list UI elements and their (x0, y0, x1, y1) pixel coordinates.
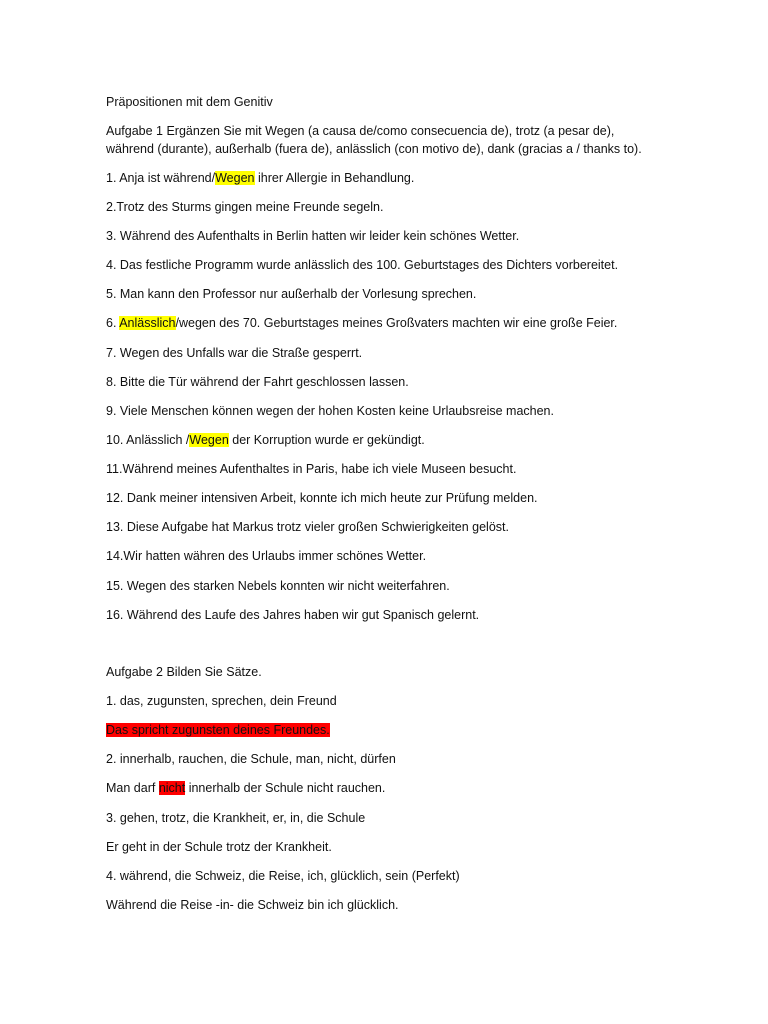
aufgabe1-instruction-line1: Aufgabe 1 Ergänzen Sie mit Wegen (a causa de/como consecuencia de), trotz (a pesar de), (106, 124, 615, 138)
aufgabe1-item-13: 13. Diese Aufgabe hat Markus trotz vieler großen Schwierigkeiten gelöst. (106, 520, 509, 534)
answer-text: Man darf (106, 781, 159, 795)
highlighted-word: Anlässlich (119, 316, 176, 330)
aufgabe1-item-8: 8. Bitte die Tür während der Fahrt geschlossen lassen. (106, 375, 409, 389)
highlighted-word: Wegen (189, 433, 229, 447)
item-text: der Korruption wurde er gekündigt. (228, 433, 425, 447)
aufgabe2-prompt-3: 3. gehen, trotz, die Krankheit, er, in, die Schule (106, 811, 366, 825)
aufgabe1-item-14: 14.Wir hatten währen des Urlaubs immer schönes Wetter. (106, 549, 427, 563)
aufgabe2-answer-3: Er geht in der Schule trotz der Krankheit. (106, 840, 332, 854)
aufgabe1-item-1 (106, 170, 414, 186)
aufgabe2-answer-2 (106, 780, 385, 796)
aufgabe1-item-11: 11.Während meines Aufenthaltes in Paris, habe ich viele Museen besucht. (106, 462, 517, 476)
aufgabe1-item-15: 15. Wegen des starken Nebels konnten wir nicht weiterfahren. (106, 579, 450, 593)
item-text: 1. Anja ist während/ (106, 171, 216, 185)
item-text: /wegen des 70. Geburtstages meines Großvaters machten wir eine große Feier. (175, 316, 618, 330)
item-text: ihrer Allergie in Behandlung. (254, 171, 415, 185)
aufgabe1-item-12: 12. Dank meiner intensiven Arbeit, konnte ich mich heute zur Prüfung melden. (106, 491, 538, 505)
aufgabe1-item-2: 2.Trotz des Sturms gingen meine Freunde segeln. (106, 200, 384, 214)
aufgabe1-item-5: 5. Man kann den Professor nur außerhalb der Vorlesung sprechen. (106, 287, 477, 301)
answer-text: innerhalb der Schule nicht rauchen. (185, 781, 386, 795)
document-title: Präpositionen mit dem Genitiv (106, 95, 273, 109)
aufgabe1-item-3: 3. Während des Aufenthalts in Berlin hatten wir leider kein schönes Wetter. (106, 229, 520, 243)
item-text: 6. (106, 316, 120, 330)
aufgabe1-item-9: 9. Viele Menschen können wegen der hohen Kosten keine Urlaubsreise machen. (106, 404, 554, 418)
item-text: 10. Anlässlich / (106, 433, 190, 447)
aufgabe1-item-4: 4. Das festliche Programm wurde anlässlich des 100. Geburtstages des Dichters vorbereitet. (106, 258, 619, 272)
aufgabe1-item-10 (106, 432, 425, 448)
highlighted-word: nicht (158, 781, 186, 795)
highlighted-answer: Das spricht zugunsten deines Freundes. (106, 723, 330, 737)
aufgabe2-prompt-4: 4. während, die Schweiz, die Reise, ich, glücklich, sein (Perfekt) (106, 869, 460, 883)
aufgabe1-item-7: 7. Wegen des Unfalls war die Straße gesperrt. (106, 346, 363, 360)
highlighted-word: Wegen (215, 171, 255, 185)
aufgabe2-prompt-1: 1. das, zugunsten, sprechen, dein Freund (106, 694, 337, 708)
aufgabe1-item-16: 16. Während des Laufe des Jahres haben wir gut Spanisch gelernt. (106, 608, 480, 622)
aufgabe2-answer-1 (106, 722, 330, 738)
aufgabe2-prompt-2: 2. innerhalb, rauchen, die Schule, man, nicht, dürfen (106, 752, 396, 766)
aufgabe2-answer-4: Während die Reise -in- die Schweiz bin ich glücklich. (106, 898, 399, 912)
aufgabe2-instruction: Aufgabe 2 Bilden Sie Sätze. (106, 665, 262, 679)
aufgabe1-instruction-line2: während (durante), außerhalb (fuera de), anlässlich (con motivo de), dank (gracias a / thanks to). (106, 142, 642, 156)
aufgabe1-item-6 (106, 315, 617, 331)
